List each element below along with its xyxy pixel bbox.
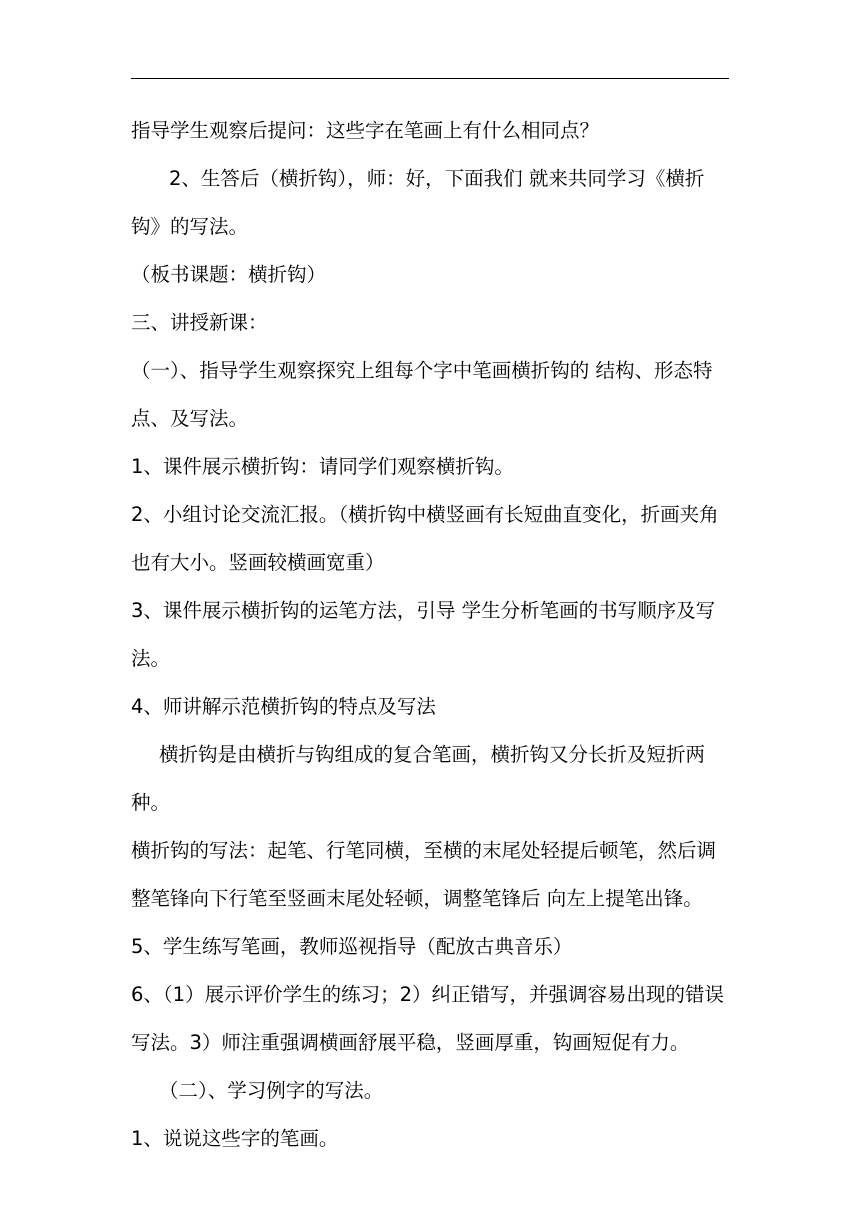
list-item: 2、小组讨论交流汇报。（横折钩中横竖画有长短曲直变化，折画夹角 (131, 503, 719, 526)
list-item: 4、师讲解示范横折钩的特点及写法 (131, 695, 436, 718)
list-item: 1、说说这些字的笔画。 (131, 1127, 339, 1150)
list-item: 1、课件展示横折钩：请同学们观察横折钩。 (131, 455, 514, 478)
paragraph-line: 种。 (131, 791, 171, 814)
paragraph-line: 也有大小。竖画较横画宽重） (131, 551, 385, 574)
list-item: 6、（1）展示评价学生的练习；2）纠正错写，并强调容易出现的错误 (131, 983, 724, 1006)
list-item: 3、课件展示横折钩的运笔方法，引导 学生分析笔画的书写顺序及写 (131, 599, 716, 622)
section-heading: 三、讲授新课： (131, 311, 268, 334)
paragraph-line: 横折钩是由横折与钩组成的复合笔画，横折钩又分长折及短折两 (159, 743, 706, 766)
paragraph-line: 点、及写法。 (131, 407, 249, 430)
paragraph-line: 法。 (131, 647, 171, 670)
paragraph-line: 写法。3）师注重强调横画舒展平稳，竖画厚重，钩画短促有力。 (131, 1031, 690, 1054)
paragraph-line: 整笔锋向下行笔至竖画末尾处轻顿，调整笔锋后 向左上提笔出锋。 (131, 887, 703, 910)
paragraph-line: 指导学生观察后提问：这些字在笔画上有什么相同点？ (131, 119, 600, 142)
paragraph-line: 横折钩的写法：起笔、行笔同横，至横的末尾处轻提后顿笔，然后调 (131, 839, 717, 862)
paragraph-line: 2、生答后（横折钩），师：好，下面我们 就来共同学习《横折 (169, 167, 705, 190)
subsection-heading: （二）、学习例字的写法。 (159, 1079, 384, 1102)
subsection-heading: （一）、指导学生观察探究上组每个字中笔画横折钩的 结构、形态特 (131, 359, 713, 382)
paragraph-line: 钩》的写法。 (131, 215, 249, 238)
paragraph-line: （板书课题：横折钩） (131, 263, 327, 286)
header-rule (131, 78, 729, 79)
list-item: 5、学生练写笔画，教师巡视指导（配放古典音乐） (131, 935, 573, 958)
document-body (131, 107, 731, 1163)
